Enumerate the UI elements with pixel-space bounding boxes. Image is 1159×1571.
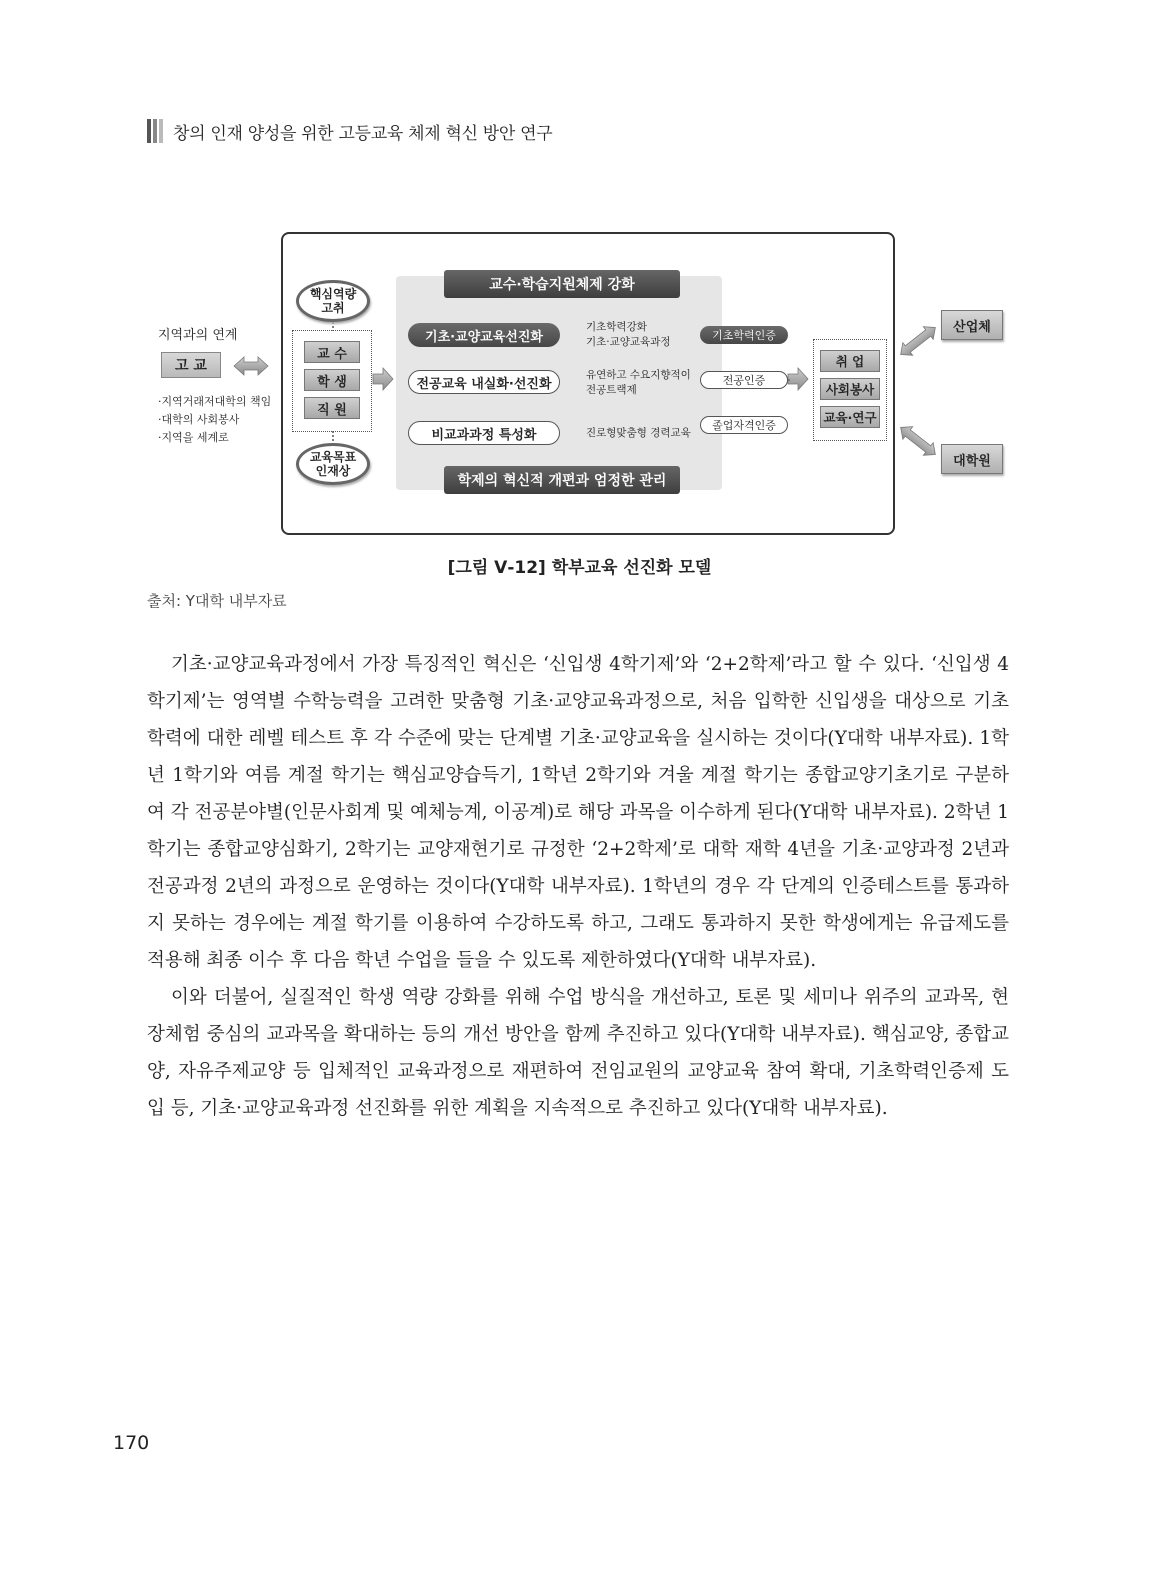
header-bar [147, 119, 151, 143]
figure-source: 출처: Y대학 내부자료 [147, 592, 287, 610]
role-student: 학 생 [304, 369, 360, 391]
outcome-service: 사회봉사 [820, 378, 880, 400]
program-pill: 전공교육 내실화·선진화 [408, 370, 560, 394]
figure-caption: [그림 Ⅴ-12] 학부교육 선진화 모델 [447, 558, 712, 578]
grad-school-box: 대학원 [941, 444, 1003, 474]
cert-badge: 기초학력인증 [700, 326, 788, 344]
header-bars-icon [147, 119, 165, 143]
region-list [158, 393, 271, 447]
program-pill: 기초·교양교육선진화 [408, 323, 560, 347]
region-title: 지역과의 연계 [158, 328, 238, 343]
region-item: ·지역거래저대학의 책임 [158, 395, 272, 408]
program-note: 진로형맞춤형 경력교육 [586, 427, 691, 439]
top-oval [296, 280, 370, 322]
header-bar [159, 119, 163, 143]
outcome-employment: 취 업 [820, 350, 880, 372]
bottom-banner: 학제의 혁신적 개편과 엄정한 관리 [444, 466, 680, 494]
program-note: 기초학력강화 기초·교양교육과정 [586, 321, 671, 348]
paragraph: 기초·교양교육과정에서 가장 특징적인 혁신은 ‘신입생 4학기제’와 ‘2+2학제’라고 할 수 있다. ‘신입생 4학기제’는 영역별 수학능력을 고려한 맞춤형 기초·교양교육과정으로, 처음 입학한 신입생을 대상으로 기초학력에 대한 레벨 테스트 후 각 수준에 맞는 단계별 기초·교양교육을 실시하는 것이다(Y대학 내부자료). 1학년 1학기와 여름 계절 학기는 핵심교양습득기, 1학년 2학기와 겨울 계절 학기는 종합교양기초기로 구분하여 각 전공분야별(인문사회계 및 예체능계, 이공계)로 해당 과목을 이수하게 된다(Y대학 내부자료). 2학년 1학기는 종합교양심화기, 2학기는 교양재현기로 규정한 ‘2+2학제’로 대학 재학 4년을 기초·교양과정 2년과 전공과정 2년의 과정으로 운영하는 것이다(Y대학 내부자료). 1학년의 경우 각 단계의 인증테스트를 통과하지 못하는 경우에는 계절 학기를 이용하여 수강하도록 하고, 그래도 통과하지 못한 학생에게는 유급제도를 적용해 최종 이수 후 다음 학년 수업을 들을 수 있도록 제한하였다(Y대학 내부자료). [147, 654, 1009, 971]
header-title: 창의 인재 양성을 위한 고등교육 체제 혁신 방안 연구 [173, 123, 553, 144]
header-bar [153, 119, 157, 143]
program-note: 유연하고 수요지향적이 전공트랙제 [586, 369, 691, 396]
program-pill: 비교과과정 특성화 [408, 421, 560, 445]
page-number: 170 [113, 1432, 150, 1454]
top-oval-label: 핵심역량 고취 [309, 287, 357, 315]
diagonal-arrow-icon [896, 421, 941, 461]
top-banner: 교수·학습지원체제 강화 [444, 270, 680, 298]
role-professor: 교 수 [304, 341, 360, 363]
school-box: 고 교 [161, 352, 221, 378]
running-header [147, 118, 552, 144]
cert-badge: 전공인증 [700, 371, 788, 389]
double-arrow-icon [234, 357, 268, 375]
paragraph: 이와 더불어, 실질적인 학생 역량 강화를 위해 수업 방식을 개선하고, 토론 및 세미나 위주의 교과목, 현장체험 중심의 교과목을 확대하는 등의 개선 방안을 함께 추진하고 있다(Y대학 내부자료). 핵심교양, 종합교양, 자유주제교양 등 입체적인 교육과정으로 재편하여 전임교원의 교양교육 참여 확대, 기초학력인증제 도입 등, 기초·교양교육과정 선진화를 위한 계획을 지속적으로 추진하고 있다(Y대학 내부자료). [147, 987, 1009, 1119]
region-item: ·지역을 세계로 [158, 431, 229, 444]
diagonal-arrow-icon [896, 321, 941, 361]
bottom-oval [296, 443, 370, 485]
role-staff: 직 원 [304, 397, 360, 419]
bottom-oval-label: 교육목표 인재상 [309, 450, 357, 478]
outcome-research: 교육·연구 [820, 406, 880, 428]
cert-badge: 졸업자격인증 [700, 416, 788, 434]
industry-box: 산업체 [941, 310, 1003, 340]
body-text [147, 646, 1009, 1127]
region-item: ·대학의 사회봉사 [158, 413, 240, 426]
